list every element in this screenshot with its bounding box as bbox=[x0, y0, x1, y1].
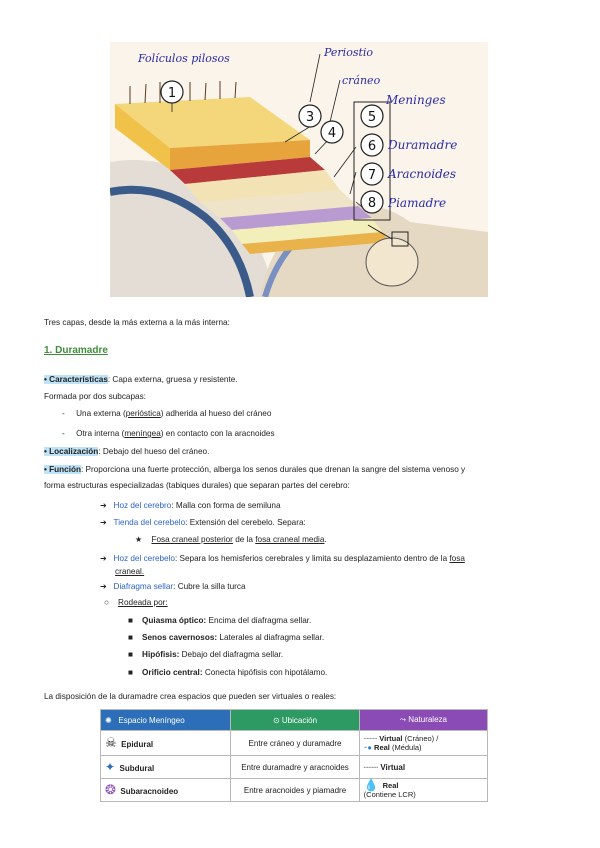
route-icon: ⤳ bbox=[399, 715, 407, 724]
funcion-line-2: forma estructuras especializadas (tabiques durales) que separan partes del cerebro: bbox=[44, 481, 350, 490]
number-3: 3 bbox=[305, 110, 315, 125]
number-5: 5 bbox=[367, 110, 377, 125]
disposicion-text: La disposición de la duramadre crea espacios que pueden ser virtuales o reales: bbox=[44, 692, 337, 701]
rodeada-item-4: ■ Orificio central: Conecta hipófisis con hipotálamo. bbox=[128, 668, 328, 677]
membrane-icon: ✦ bbox=[105, 760, 116, 774]
item-tienda-cerebelo: ➔ Tienda del cerebelo: Extensión del cerebelo. Separa: bbox=[100, 518, 306, 527]
label-meninges: Meninges bbox=[386, 93, 446, 107]
table-row: ❂ Subaracnoideo Entre aracnoides y piamadre 💧 Real (Contiene LCR) bbox=[101, 779, 488, 802]
drop-icon: ⁃● bbox=[363, 743, 372, 752]
number-4: 4 bbox=[327, 126, 337, 141]
funcion-line-1: • Función: Proporciona una fuerte protección, alberga los senos durales que drenan la sangre del sistema venoso y bbox=[44, 465, 466, 474]
header-naturaleza: ⤳ Naturaleza bbox=[359, 710, 487, 731]
location-pin-icon: ⊙ bbox=[272, 715, 280, 725]
skull-icon: ☠ bbox=[105, 735, 117, 750]
water-drop-icon: 💧 bbox=[363, 778, 379, 792]
number-7: 7 bbox=[367, 168, 377, 183]
item-hoz-cerebro: ➔ Hoz del cerebro: Malla con forma de semiluna bbox=[100, 501, 281, 510]
label-aracnoides: Aracnoides bbox=[388, 167, 457, 181]
subcapa-2: - Otra interna (meníngea) en contacto con la aracnoides bbox=[62, 429, 275, 438]
rodeada-item-3: ■ Hipófisis: Debajo del diafragma sellar. bbox=[128, 650, 284, 659]
label-duramadre: Duramadre bbox=[388, 138, 458, 152]
number-1: 1 bbox=[167, 86, 177, 101]
meninges-diagram bbox=[110, 42, 488, 297]
localizacion-line: • Localización: Debajo del hueso del cráneo. bbox=[44, 447, 210, 456]
caracteristicas-line: • Características: Capa externa, gruesa y resistente. bbox=[44, 375, 238, 384]
spaces-table bbox=[100, 709, 488, 802]
item-hoz-cerebelo-cont: craneal. bbox=[115, 567, 145, 576]
rodeada-item-1: ■ Quiasma óptico: Encima del diafragma sellar. bbox=[128, 616, 312, 625]
rodeada-label: ○ Rodeada por: bbox=[104, 598, 168, 607]
table-row: ☠ Epidural Entre cráneo y duramadre ┄┄┄ Virtual (Cráneo) / ⁃● Real (Médula) bbox=[101, 731, 488, 756]
rodeada-item-2: ■ Senos cavernosos: Laterales al diafragma sellar. bbox=[128, 633, 325, 642]
item-hoz-cerebelo: ➔ Hoz del cerebelo: Separa los hemisferios cerebrales y limita su desplazamiento dentro de la fosa bbox=[100, 554, 465, 563]
section-title: 1. Duramadre bbox=[44, 345, 108, 356]
label-piamadre: Piamadre bbox=[388, 196, 447, 210]
web-icon: ❂ bbox=[105, 782, 116, 797]
item-diafragma: ➔ Diafragma sellar: Cubre la silla turca bbox=[100, 582, 246, 591]
formada-text: Formada por dos subcapas: bbox=[44, 392, 146, 401]
header-espacio: ✺ Espacio Meníngeo bbox=[101, 710, 231, 731]
item-fosa: ★ Fosa craneal posterior de la fosa craneal media. bbox=[135, 535, 327, 544]
label-foliculos: Folículos pilosos bbox=[138, 52, 230, 65]
number-8: 8 bbox=[367, 196, 377, 211]
brain-icon: ✺ bbox=[105, 715, 112, 725]
number-6: 6 bbox=[367, 139, 377, 154]
header-ubicacion: ⊙ Ubicación bbox=[231, 710, 359, 731]
intro-text: Tres capas, desde la más externa a la más interna: bbox=[44, 318, 230, 327]
subcapa-1: - Una externa (perióstica) adherida al hueso del cráneo bbox=[62, 409, 272, 418]
table-row: ✦ Subdural Entre duramadre y aracnoides ┄┄┄ Virtual bbox=[101, 756, 488, 779]
label-craneo: cráneo bbox=[342, 74, 381, 87]
label-periostio: Periostio bbox=[324, 46, 374, 59]
caracteristicas-label: • Características bbox=[44, 375, 108, 384]
